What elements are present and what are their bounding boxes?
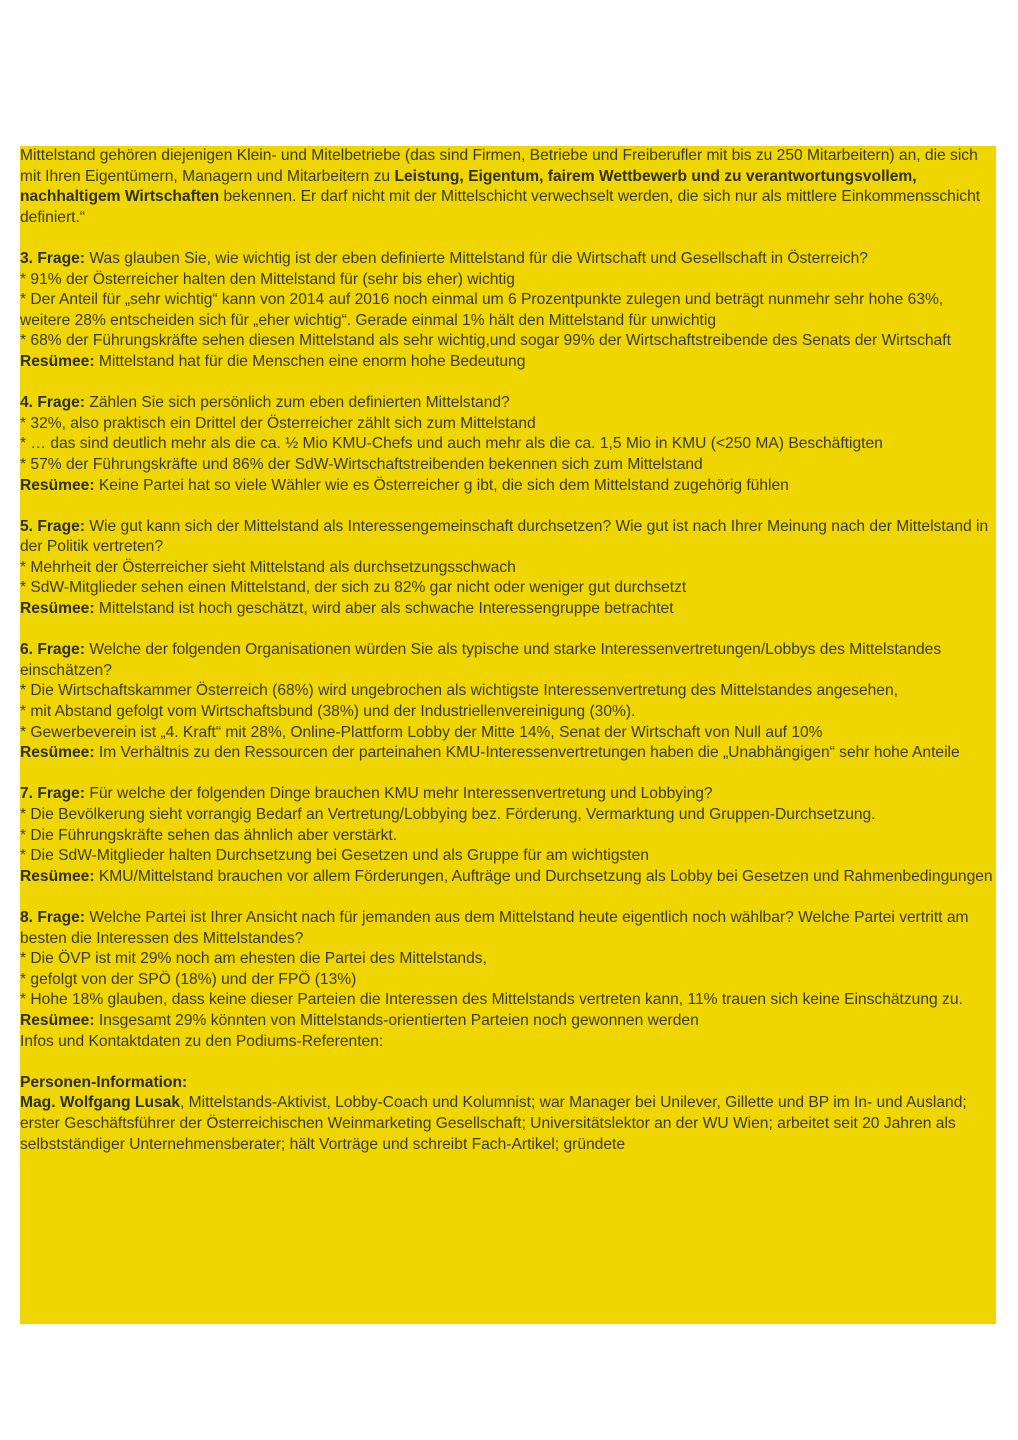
section-frage-6 [20, 640, 996, 764]
bullet: * 57% der Führungskräfte und 86% der SdW-Wirtschaftstreibenden bekennen sich zum Mittelstand [20, 455, 703, 473]
question-4 [20, 393, 996, 414]
person-text: , Mittelstands-Aktivist, Lobby-Coach und Kolumnist; war Manager bei Unilever, Gillette und BP im In- und Ausland; erster Geschäftsführer der Österreichischen Weinmarketing Gesellschaft; Universitätslektor an der WU Wien; arbeitet seit 20 Jahren als selbstständiger Unternehmensberater; hält Vorträge und schreibt Fach-Artikel; gründete [20, 1094, 967, 1153]
question-label: 3. Frage: [20, 249, 85, 267]
bullet: * mit Abstand gefolgt vom Wirtschaftsbund (38%) und der Industriellenvereinigung (30%). [20, 703, 636, 721]
question-label: 6. Frage: [20, 641, 85, 659]
resume-label: Resümee: [20, 600, 95, 618]
question-text: Zählen Sie sich persönlich zum eben definierten Mittelstand? [85, 394, 510, 412]
bullet: * 32%, also praktisch ein Drittel der Österreicher zählt sich zum Mittelstand [20, 414, 536, 432]
question-text: Was glauben Sie, wie wichtig ist der eben definierte Mittelstand für die Wirtschaft und Gesellschaft in Österreich? [85, 249, 868, 267]
bullet: * Der Anteil für „sehr wichtig“ kann von 2014 auf 2016 noch einmal um 6 Prozentpunkte zulegen und beträgt nunmehr sehr hohe 63%, weitere 28% entscheiden sich für „eher wichtig“. Gerade einmal 1% hält den Mittelstand für unwichtig [20, 291, 944, 329]
person-name: Mag. Wolfgang Lusak [20, 1094, 180, 1112]
question-label: 8. Frage: [20, 908, 85, 926]
section-frage-7 [20, 784, 996, 887]
resume-text: KMU/Mittelstand brauchen vor allem Förderungen, Aufträge und Durchsetzung als Lobby bei Gesetzen und Rahmenbedingungen [94, 867, 993, 885]
resume-label: Resümee: [20, 352, 95, 370]
resume-text: Keine Partei hat so viele Wähler wie es Österreicher g ibt, die sich dem Mittelstand zugehörig fühlen [94, 476, 789, 494]
question-text: Welche Partei ist Ihrer Ansicht nach für jemanden aus dem Mittelstand heute eigentlich noch wählbar? Welche Partei vertritt am besten die Interessen des Mittelstandes? [20, 908, 969, 947]
resume-text: Insgesamt 29% könnten von Mittelstands-orientierten Parteien noch gewonnen werden [94, 1011, 699, 1029]
question-label: 5. Frage: [20, 517, 85, 535]
resume-label: Resümee: [20, 867, 95, 885]
bullet: * Die ÖVP ist mit 29% noch am ehesten die Partei des Mittelstands, [20, 950, 487, 968]
infos-line: Infos und Kontaktdaten zu den Podiums-Referenten: [20, 1032, 384, 1050]
resume-label: Resümee: [20, 744, 95, 762]
question-label: 7. Frage: [20, 785, 85, 803]
bullet: * 91% der Österreicher halten den Mittelstand für (sehr bis eher) wichtig [20, 270, 515, 288]
resume-4 [20, 476, 996, 497]
intro-bold: Leistung, Eigentum, fairem Wettbewerb und zu verantwortungsvollem, nachhaltigem Wirtschaften [20, 167, 917, 206]
resume-text: Im Verhältnis zu den Ressourcen der parteinahen KMU-Interessenvertretungen haben die „Unabhängigen“ sehr hohe Anteile [94, 744, 960, 762]
question-3 [20, 249, 996, 270]
bullet: * Die Wirtschaftskammer Österreich (68%) wird ungebrochen als wichtigste Interessenvertretung des Mittelstandes angesehen, [20, 682, 898, 700]
resume-label: Resümee: [20, 476, 95, 494]
resume-3 [20, 352, 996, 373]
resume-5 [20, 599, 996, 620]
question-label: 4. Frage: [20, 394, 85, 412]
resume-text: Mittelstand hat für die Menschen eine enorm hohe Bedeutung [94, 352, 526, 370]
bullet: * Die Führungskräfte sehen das ähnlich aber verstärkt. [20, 826, 398, 844]
question-text: Wie gut kann sich der Mittelstand als Interessengemeinschaft durchsetzen? Wie gut ist nach Ihrer Meinung nach der Mittelstand in der Politik vertreten? [20, 517, 989, 556]
section-frage-5 [20, 517, 996, 620]
question-8 [20, 908, 996, 949]
intro-paragraph [20, 146, 996, 228]
resume-text: Mittelstand ist hoch geschätzt, wird aber als schwache Interessengruppe betrachtet [94, 600, 674, 618]
resume-7 [20, 867, 996, 888]
intro-text-2: bekennen. Er darf nicht mit der Mittelschicht verwechselt werden, die sich nur als mittlere Einkommensschicht definiert.“ [20, 188, 981, 226]
resume-label: Resümee: [20, 1011, 95, 1029]
question-7 [20, 784, 996, 805]
question-6 [20, 640, 996, 681]
person-entry [20, 1093, 996, 1155]
question-5 [20, 517, 996, 558]
resume-8 [20, 1011, 996, 1032]
resume-6 [20, 743, 996, 764]
bullet: * gefolgt von der SPÖ (18%) und der FPÖ (13%) [20, 970, 357, 988]
section-frage-3 [20, 249, 996, 373]
bullet: * Gewerbeverein ist „4. Kraft“ mit 28%, Online-Plattform Lobby der Mitte 14%, Senat der Wirtschaft von Null auf 10% [20, 723, 823, 741]
persons-heading: Personen-Information: [20, 1073, 188, 1091]
bullet: * Mehrheit der Österreicher sieht Mittelstand als durchsetzungsschwach [20, 558, 516, 576]
bullet: * SdW-Mitglieder sehen einen Mittelstand, der sich zu 82% gar nicht oder weniger gut durchsetzt [20, 579, 687, 597]
question-text: Für welche der folgenden Dinge brauchen KMU mehr Interessenvertretung und Lobbying? [85, 785, 713, 803]
document-body [20, 146, 996, 1324]
bullet: * Die Bevölkerung sieht vorrangig Bedarf an Vertretung/Lobbying bez. Förderung, Vermarktung und Gruppen-Durchsetzung. [20, 806, 876, 823]
section-frage-8 [20, 908, 996, 1032]
persons-section [20, 1073, 996, 1155]
section-frage-4 [20, 393, 996, 496]
bullet: * … das sind deutlich mehr als die ca. ½ Mio KMU-Chefs und auch mehr als die ca. 1,5 Mio in KMU (<250 MA) Beschäftigten [20, 435, 883, 453]
question-text: Welche der folgenden Organisationen würden Sie als typische und starke Interessenvertretungen/Lobbys des Mittelstandes einschätzen? [20, 641, 942, 679]
bullet: * Die SdW-Mitglieder halten Durchsetzung bei Gesetzen und als Gruppe für am wichtigsten [20, 847, 649, 865]
intro-text-1: Mittelstand gehören diejenigen Klein- und Mitelbetriebe (das sind Firmen, Betriebe und Freiberufler mit bis zu 250 Mitarbeitern) an, die sich mit Ihren Eigentümern, Managern und Mitarbeitern zu [20, 147, 978, 185]
bullet: * 68% der Führungskräfte sehen diesen Mittelstand als sehr wichtig,und sogar 99% der Wirtschaftstreibende des Senats der Wirtschaft [20, 332, 951, 350]
bullet: * Hohe 18% glauben, dass keine dieser Parteien die Interessen des Mittelstands vertreten kann, 11% trauen sich keine Einschätzung zu. [20, 991, 963, 1009]
